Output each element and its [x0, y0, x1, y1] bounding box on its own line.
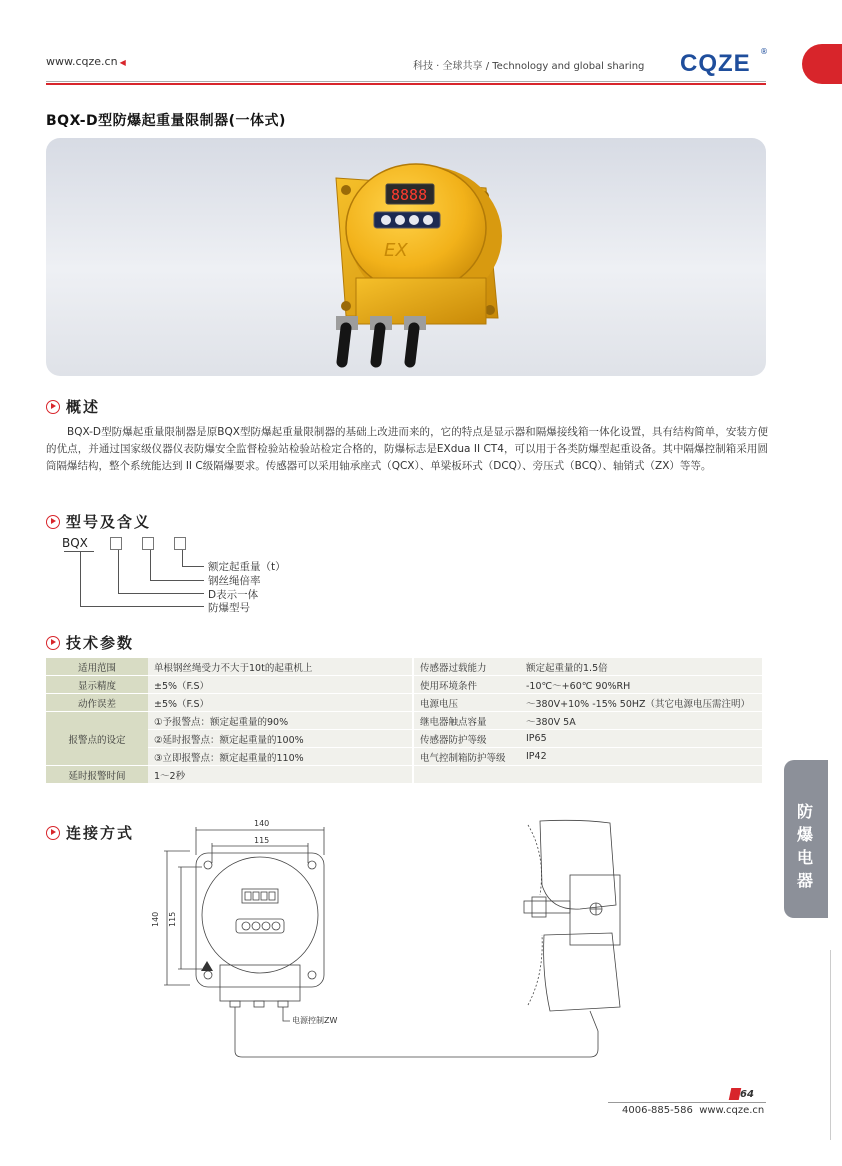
product-photo [46, 138, 766, 376]
table-row [46, 748, 762, 766]
panel-button-4 [423, 215, 433, 225]
leader-line [182, 550, 183, 567]
footer-phone: 4006-885-586 [622, 1105, 693, 1116]
spec-value: IP42 [520, 748, 762, 766]
leader-line [80, 551, 81, 607]
spec-table [46, 657, 762, 784]
section-title: 概述 [66, 398, 101, 416]
dim-height-outer: 140 [151, 911, 160, 927]
spec-value: 额定起重量的1.5倍 [520, 658, 762, 676]
spec-label: 电气控制箱防护等级 [413, 748, 520, 766]
connection-heading [46, 822, 134, 843]
section-title: 技术参数 [66, 634, 135, 652]
leader-line [118, 593, 204, 594]
panel-button-1 [381, 215, 391, 225]
panel-button-2 [395, 215, 405, 225]
spec-label: 显示精度 [46, 676, 148, 694]
header-accent-line [46, 83, 766, 85]
spec-label: 电源电压 [413, 694, 520, 712]
leader-line [118, 550, 119, 594]
leader-line [80, 606, 204, 607]
footer-contact [622, 1105, 764, 1116]
spec-label: 继电器触点容量 [413, 712, 520, 730]
overview-heading [46, 396, 100, 417]
play-bullet-icon [46, 826, 60, 840]
spec-value [520, 766, 762, 784]
spec-value: ①予报警点：额定起重量的90% [148, 712, 413, 730]
side-char: 器 [796, 871, 813, 890]
leader-line [182, 566, 204, 567]
page-number: 64 [740, 1089, 754, 1100]
side-char: 爆 [796, 825, 813, 844]
model-slot-box [142, 537, 154, 550]
spec-value: ②延时报警点：额定起重量的100% [148, 730, 413, 748]
header-divider [46, 81, 766, 82]
table-row [46, 676, 762, 694]
site-url[interactable] [46, 55, 126, 68]
spec-label: 传感器防护等级 [413, 730, 520, 748]
spec-label: 传感器过载能力 [413, 658, 520, 676]
ex-mark: EX [384, 240, 408, 261]
slogan: 科技 · 全球共享 / Technology and global sharing [413, 61, 645, 72]
spec-value: ③立即报警点：额定起重量的110% [148, 748, 413, 766]
spec-label: 使用环境条件 [413, 676, 520, 694]
spec-value: ±5%（F.S） [148, 676, 413, 694]
table-row [46, 694, 762, 712]
dim-width-outer: 140 [254, 819, 270, 828]
table-row [46, 730, 762, 748]
model-label: 额定起重量（t） [208, 561, 286, 573]
side-char: 防 [796, 802, 813, 821]
category-side-label [790, 800, 820, 892]
model-slot-box [174, 537, 186, 550]
model-label: 钢丝绳倍率 [208, 575, 261, 587]
dim-width-inner: 115 [254, 836, 270, 845]
dim-height-inner: 115 [168, 911, 177, 927]
table-row [46, 712, 762, 730]
device-illustration [46, 138, 766, 376]
model-label: D表示一体 [208, 589, 259, 601]
corner-tab [802, 44, 842, 84]
model-slot-box [110, 537, 122, 550]
leader-line [150, 580, 204, 581]
spec-value: ～380V 5A [520, 712, 762, 730]
model-prefix: BQX [62, 536, 88, 550]
site-url-text[interactable]: www.cqze.cn [46, 55, 118, 68]
spec-value: 1～2秒 [148, 766, 413, 784]
spec-value: IP65 [520, 730, 762, 748]
spec-value: ±5%（F.S） [148, 694, 413, 712]
page-title: BQX-D型防爆起重量限制器(一体式) [46, 113, 286, 129]
spec-value: 单根钢丝绳受力不大于10t的起重机上 [148, 658, 413, 676]
spec-label [413, 766, 520, 784]
table-row [46, 766, 762, 784]
side-char: 电 [796, 848, 813, 867]
model-label: 防爆型号 [208, 602, 250, 614]
spec-label: 延时报警时间 [46, 766, 148, 784]
edge-rule [830, 950, 831, 1140]
leader-line [150, 550, 151, 581]
leader-line [64, 551, 94, 552]
spec-heading [46, 632, 134, 653]
footer-divider [608, 1102, 766, 1103]
section-title: 连接方式 [66, 824, 135, 842]
spec-label: 报警点的设定 [46, 712, 148, 766]
spec-value: -10℃～+60℃ 90%RH [520, 676, 762, 694]
model-heading [46, 511, 151, 532]
play-bullet-icon [46, 515, 60, 529]
panel-button-3 [409, 215, 419, 225]
footer-url[interactable]: www.cqze.cn [699, 1105, 765, 1116]
registered-mark: ® [760, 47, 768, 56]
connection-drawing [150, 815, 640, 1065]
section-title: 型号及含义 [66, 513, 152, 531]
spec-label: 动作误差 [46, 694, 148, 712]
spec-label: 适用范围 [46, 658, 148, 676]
cable-label: 电源控制ZW [292, 1016, 338, 1025]
display-readout: 8888 [391, 186, 428, 204]
play-bullet-icon [46, 400, 60, 414]
spec-value: ～380V+10% -15% 50HZ（其它电源电压需注明） [520, 694, 762, 712]
overview-paragraph: BQX-D型防爆起重量限制器是原BQX型防爆起重量限制器的基础上改进而来的，它的特点是显示器和隔爆接线箱一体化设置，具有结构简单，安装方便的优点，并通过国家级仪器仪表防爆安全监督检验站检验站检定合格的，防爆标志是EXdua II CT4，可以用于各类防爆型起重设备。其中隔爆控制箱采用圆筒隔爆结构，整个系统能达到 II C级隔爆要求。传感器可以采用轴承座式（QCX）、单梁板环式（DCQ）、旁压式（BCQ）、轴销式（ZX）等等。 [46, 426, 768, 472]
left-arrow-icon: ◀ [119, 58, 126, 67]
brand-logo: CQZE [680, 50, 751, 77]
play-bullet-icon [46, 636, 60, 650]
table-row [46, 658, 762, 676]
